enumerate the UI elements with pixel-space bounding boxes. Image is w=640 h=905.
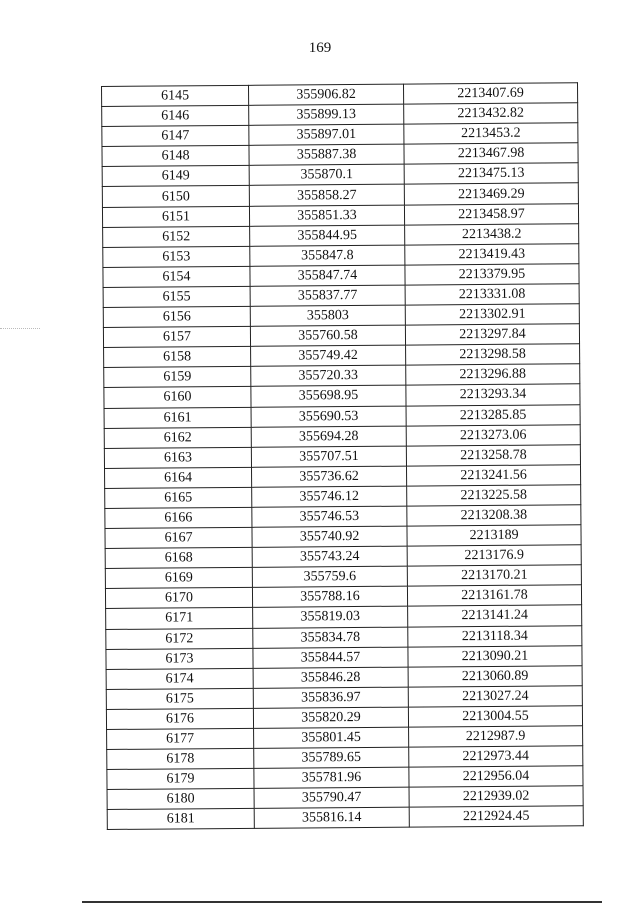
x-coordinate-cell: 355899.13	[249, 104, 404, 125]
x-coordinate-cell: 355740.92	[252, 526, 407, 547]
point-number-cell: 6179	[107, 769, 254, 790]
y-coordinate-cell: 2212956.04	[409, 766, 583, 787]
x-coordinate-cell: 355743.24	[252, 546, 407, 567]
x-coordinate-cell: 355720.33	[251, 365, 406, 386]
point-number-cell: 6169	[105, 568, 252, 589]
x-coordinate-cell: 355698.95	[251, 386, 406, 407]
coordinates-table	[101, 82, 584, 830]
x-coordinate-cell: 355790.47	[254, 787, 409, 808]
x-coordinate-cell: 355844.57	[253, 647, 408, 668]
x-coordinate-cell: 355870.1	[249, 164, 404, 185]
y-coordinate-cell: 2213467.98	[404, 143, 578, 164]
point-number-cell: 6173	[106, 648, 253, 669]
bottom-rule	[82, 901, 602, 903]
x-coordinate-cell: 355837.77	[250, 285, 405, 306]
point-number-cell: 6151	[102, 206, 249, 227]
y-coordinate-cell: 2213161.78	[407, 585, 581, 606]
y-coordinate-cell: 2212987.9	[409, 726, 583, 747]
point-number-cell: 6160	[104, 387, 251, 408]
x-coordinate-cell: 355759.6	[252, 566, 407, 587]
y-coordinate-cell: 2213141.24	[408, 605, 582, 626]
point-number-cell: 6170	[105, 588, 252, 609]
x-coordinate-cell: 355816.14	[254, 807, 409, 828]
point-number-cell: 6145	[102, 85, 249, 106]
x-coordinate-cell: 355906.82	[248, 84, 403, 105]
point-number-cell: 6154	[103, 266, 250, 287]
x-coordinate-cell: 355749.42	[251, 345, 406, 366]
y-coordinate-cell: 2213438.2	[405, 223, 579, 244]
y-coordinate-cell: 2213298.58	[406, 344, 580, 365]
y-coordinate-cell: 2213379.95	[405, 264, 579, 285]
y-coordinate-cell: 2213293.34	[406, 384, 580, 405]
x-coordinate-cell: 355736.62	[251, 466, 406, 487]
point-number-cell: 6178	[107, 748, 254, 769]
point-number-cell: 6175	[106, 688, 253, 709]
point-number-cell: 6152	[103, 226, 250, 247]
point-number-cell: 6168	[105, 547, 252, 568]
x-coordinate-cell: 355803	[250, 305, 405, 326]
y-coordinate-cell: 2213475.13	[404, 163, 578, 184]
x-coordinate-cell: 355846.28	[253, 667, 408, 688]
y-coordinate-cell: 2213027.24	[408, 686, 582, 707]
y-coordinate-cell: 2213090.21	[408, 645, 582, 666]
x-coordinate-cell: 355788.16	[252, 586, 407, 607]
y-coordinate-cell: 2213118.34	[408, 625, 582, 646]
y-coordinate-cell: 2213170.21	[407, 565, 581, 586]
x-coordinate-cell: 355820.29	[253, 707, 408, 728]
x-coordinate-cell: 355707.51	[251, 446, 406, 467]
y-coordinate-cell: 2213302.91	[405, 304, 579, 325]
table-row	[107, 806, 583, 830]
point-number-cell: 6147	[102, 126, 249, 147]
x-coordinate-cell: 355834.78	[253, 627, 408, 648]
x-coordinate-cell: 355819.03	[253, 607, 408, 628]
coordinates-table-container	[101, 82, 583, 830]
x-coordinate-cell: 355887.38	[249, 144, 404, 165]
point-number-cell: 6156	[103, 306, 250, 327]
y-coordinate-cell: 2213208.38	[407, 505, 581, 526]
point-number-cell: 6176	[106, 708, 253, 729]
point-number-cell: 6177	[107, 728, 254, 749]
x-coordinate-cell: 355897.01	[249, 124, 404, 145]
y-coordinate-cell: 2213189	[407, 525, 581, 546]
y-coordinate-cell: 2213296.88	[406, 364, 580, 385]
x-coordinate-cell: 355746.12	[252, 486, 407, 507]
y-coordinate-cell: 2213285.85	[406, 404, 580, 425]
point-number-cell: 6174	[106, 668, 253, 689]
x-coordinate-cell: 355851.33	[249, 205, 404, 226]
x-coordinate-cell: 355781.96	[254, 767, 409, 788]
y-coordinate-cell: 2213297.84	[405, 324, 579, 345]
x-coordinate-cell: 355760.58	[250, 325, 405, 346]
point-number-cell: 6146	[102, 105, 249, 126]
y-coordinate-cell: 2213060.89	[408, 665, 582, 686]
point-number-cell: 6155	[103, 286, 250, 307]
point-number-cell: 6159	[104, 367, 251, 388]
x-coordinate-cell: 355690.53	[251, 406, 406, 427]
y-coordinate-cell: 2213241.56	[406, 465, 580, 486]
x-coordinate-cell: 355836.97	[253, 687, 408, 708]
y-coordinate-cell: 2213458.97	[404, 203, 578, 224]
point-number-cell: 6172	[106, 628, 253, 649]
x-coordinate-cell: 355858.27	[249, 185, 404, 206]
point-number-cell: 6157	[103, 326, 250, 347]
y-coordinate-cell: 2212939.02	[409, 786, 583, 807]
x-coordinate-cell: 355844.95	[250, 225, 405, 246]
y-coordinate-cell: 2213176.9	[407, 545, 581, 566]
point-number-cell: 6164	[105, 467, 252, 488]
point-number-cell: 6166	[105, 507, 252, 528]
y-coordinate-cell: 2213407.69	[403, 83, 577, 104]
point-number-cell: 6181	[107, 809, 254, 830]
y-coordinate-cell: 2213419.43	[405, 244, 579, 265]
point-number-cell: 6153	[103, 246, 250, 267]
x-coordinate-cell: 355789.65	[254, 747, 409, 768]
point-number-cell: 6162	[104, 427, 251, 448]
point-number-cell: 6171	[106, 608, 253, 629]
y-coordinate-cell: 2213225.58	[407, 485, 581, 506]
point-number-cell: 6150	[102, 186, 249, 207]
y-coordinate-cell: 2213432.82	[404, 103, 578, 124]
y-coordinate-cell: 2213273.06	[406, 424, 580, 445]
x-coordinate-cell: 355694.28	[251, 426, 406, 447]
y-coordinate-cell: 2213331.08	[405, 284, 579, 305]
y-coordinate-cell: 2213258.78	[406, 444, 580, 465]
point-number-cell: 6167	[105, 527, 252, 548]
point-number-cell: 6148	[102, 146, 249, 167]
y-coordinate-cell: 2212924.45	[409, 806, 583, 827]
page-number: 169	[308, 40, 332, 56]
y-coordinate-cell: 2213469.29	[404, 183, 578, 204]
y-coordinate-cell: 2213004.55	[408, 706, 582, 727]
y-coordinate-cell: 2212973.44	[409, 746, 583, 767]
point-number-cell: 6180	[107, 789, 254, 810]
point-number-cell: 6165	[105, 487, 252, 508]
table-body	[102, 83, 584, 830]
x-coordinate-cell: 355847.8	[250, 245, 405, 266]
margin-artifact	[0, 328, 40, 331]
y-coordinate-cell: 2213453.2	[404, 123, 578, 144]
point-number-cell: 6158	[104, 347, 251, 368]
point-number-cell: 6161	[104, 407, 251, 428]
x-coordinate-cell: 355746.53	[252, 506, 407, 527]
point-number-cell: 6149	[102, 166, 249, 187]
point-number-cell: 6163	[104, 447, 251, 468]
x-coordinate-cell: 355847.74	[250, 265, 405, 286]
x-coordinate-cell: 355801.45	[254, 727, 409, 748]
